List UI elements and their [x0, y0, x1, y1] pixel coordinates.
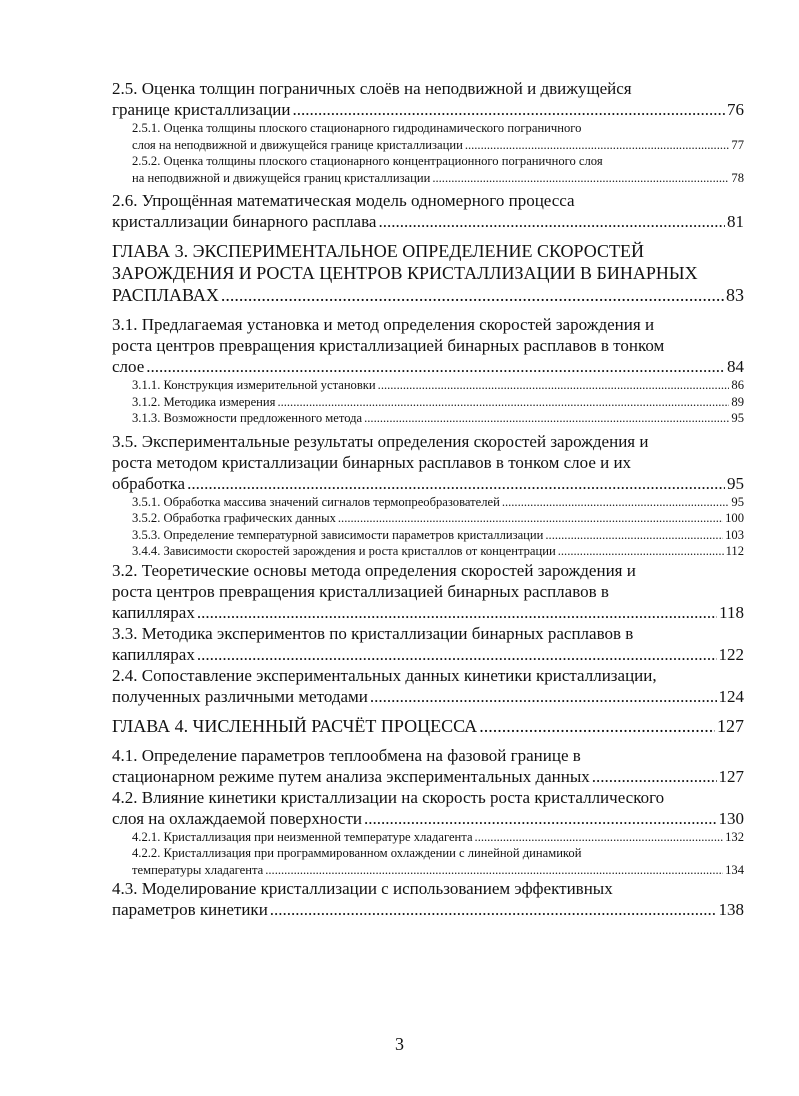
- toc-entry-2-6[interactable]: 2.6. Упрощённая математическая модель одномерного процесса кристаллизации бинарного расплава ..... 81: [112, 190, 744, 232]
- page-ref: 77: [731, 137, 744, 152]
- leader-dots: [475, 829, 724, 846]
- leader-dots: [502, 494, 730, 511]
- leader-dots: [545, 527, 723, 544]
- toc-entry-3-5[interactable]: 3.5. Экспериментальные результаты определения скоростей зарождения и роста методом кристаллизации бинарных расплавов в тонком слое и их обработка ..... 95: [112, 431, 744, 494]
- leader-dots: [270, 899, 717, 920]
- leader-dots: [558, 543, 724, 560]
- leader-dots: [370, 686, 717, 707]
- leader-dots: [338, 510, 723, 527]
- toc-entry-3-5-3[interactable]: 3.5.3. Определение температурной зависимости параметров кристаллизации ..... 103: [112, 527, 744, 544]
- page-ref: 95: [727, 473, 744, 493]
- table-of-contents: [112, 78, 744, 920]
- leader-dots: [465, 137, 730, 154]
- page-ref: 138: [718, 900, 744, 919]
- leader-dots: [221, 284, 724, 306]
- page-ref: 118: [719, 602, 744, 622]
- toc-entry-4-2-1[interactable]: 4.2.1. Кристаллизация при неизменной температуре хладагента ..... 132: [112, 829, 744, 846]
- toc-entry-2-5[interactable]: 2.5. Оценка толщин пограничных слоёв на неподвижной и движущейся границе кристаллизации ..... 76: [112, 78, 744, 120]
- toc-entry-4-2[interactable]: 4.2. Влияние кинетики кристаллизации на скорость роста кристаллического слоя на охлаждаемой поверхности ..... 130: [112, 787, 744, 829]
- page-number: 3: [395, 1034, 404, 1054]
- leader-dots: [592, 766, 717, 787]
- leader-dots: [378, 377, 730, 394]
- page-ref: 124: [718, 686, 744, 706]
- leader-dots: [265, 862, 723, 879]
- page-ref: 83: [726, 285, 744, 305]
- toc-entry-3-4-4[interactable]: 3.4.4. Зависимости скоростей зарождения и роста кристаллов от концентрации ..... 112: [112, 543, 744, 560]
- toc-entry-2-5-1[interactable]: 2.5.1. Оценка толщины плоского стационарного гидродинамического пограничного слоя на неподвижной и движущейся границе кристаллизации ..... 77: [112, 120, 744, 153]
- page-ref: 127: [718, 766, 744, 786]
- toc-entry-3-1-3[interactable]: 3.1.3. Возможности предложенного метода ..... 95: [112, 410, 744, 427]
- page-ref: 89: [731, 394, 744, 409]
- leader-dots: [197, 644, 717, 665]
- leader-dots: [364, 410, 729, 427]
- page-ref: 84: [727, 357, 744, 376]
- leader-dots: [432, 170, 729, 187]
- page-ref: 132: [725, 829, 744, 844]
- toc-chapter-3[interactable]: ГЛАВА 3. ЭКСПЕРИМЕНТАЛЬНОЕ ОПРЕДЕЛЕНИЕ СКОРОСТЕЙ ЗАРОЖДЕНИЯ И РОСТА ЦЕНТРОВ КРИСТАЛЛИЗАЦИИ В БИНАРНЫХ РАСПЛАВАХ ..... 83: [112, 240, 744, 306]
- leader-dots: [146, 356, 725, 377]
- leader-dots: [378, 211, 725, 232]
- page-ref: 134: [725, 862, 744, 877]
- page-ref: 112: [725, 544, 744, 558]
- page-ref: 100: [725, 511, 744, 525]
- page-ref: 130: [718, 808, 744, 828]
- page-ref: 122: [718, 644, 744, 664]
- toc-entry-3-2[interactable]: 3.2. Теоретические основы метода определения скоростей зарождения и роста центров превращения кристаллизацией бинарных расплавов в капиллярах ..... 118: [112, 560, 744, 623]
- toc-chapter-4[interactable]: ГЛАВА 4. ЧИСЛЕННЫЙ РАСЧЁТ ПРОЦЕССА ..... 127: [112, 715, 744, 737]
- leader-dots: [277, 394, 729, 411]
- page-ref: 95: [731, 411, 744, 425]
- toc-entry-3-1-1[interactable]: 3.1.1. Конструкция измерительной установки ..... 86: [112, 377, 744, 394]
- leader-dots: [197, 602, 717, 623]
- toc-entry-3-5-1[interactable]: 3.5.1. Обработка массива значений сигналов термопреобразователей ..... 95: [112, 494, 744, 511]
- leader-dots: [364, 808, 716, 829]
- toc-entry-2-4[interactable]: 2.4. Сопоставление экспериментальных данных кинетики кристаллизации, полученных различными методами ..... 124: [112, 665, 744, 707]
- toc-entry-3-1[interactable]: 3.1. Предлагаемая установка и метод определения скоростей зарождения и роста центров превращения кристаллизацией бинарных расплавов в тонком слое ..... 84: [112, 314, 744, 377]
- leader-dots: [187, 473, 725, 494]
- leader-dots: [292, 99, 725, 120]
- page-ref: 81: [727, 212, 744, 231]
- page-ref: 78: [731, 170, 744, 185]
- page-ref: 127: [717, 715, 744, 736]
- toc-entry-3-3[interactable]: 3.3. Методика экспериментов по кристаллизации бинарных расплавов в капиллярах ..... 122: [112, 623, 744, 665]
- leader-dots: [479, 715, 715, 737]
- toc-entry-4-1[interactable]: 4.1. Определение параметров теплообмена на фазовой границе в стационарном режиме путем анализа экспериментальных данных ..... 127: [112, 745, 744, 787]
- toc-entry-4-2-2[interactable]: 4.2.2. Кристаллизация при программированном охлаждении с линейной динамикой температуры хладагента ..... 134: [112, 845, 744, 878]
- toc-entry-3-5-2[interactable]: 3.5.2. Обработка графических данных ..... 100: [112, 510, 744, 527]
- page-ref: 103: [725, 527, 744, 542]
- toc-entry-2-5-2[interactable]: 2.5.2. Оценка толщины плоского стационарного концентрационного пограничного слоя на неподвижной и движущейся границ кристаллизации ..... 78: [112, 153, 744, 186]
- toc-entry-3-1-2[interactable]: 3.1.2. Методика измерения ..... 89: [112, 394, 744, 411]
- page-ref: 86: [731, 378, 744, 392]
- page-ref: 76: [727, 100, 744, 119]
- toc-entry-4-3[interactable]: 4.3. Моделирование кристаллизации с использованием эффективных параметров кинетики ..... 138: [112, 878, 744, 920]
- page-ref: 95: [731, 494, 744, 509]
